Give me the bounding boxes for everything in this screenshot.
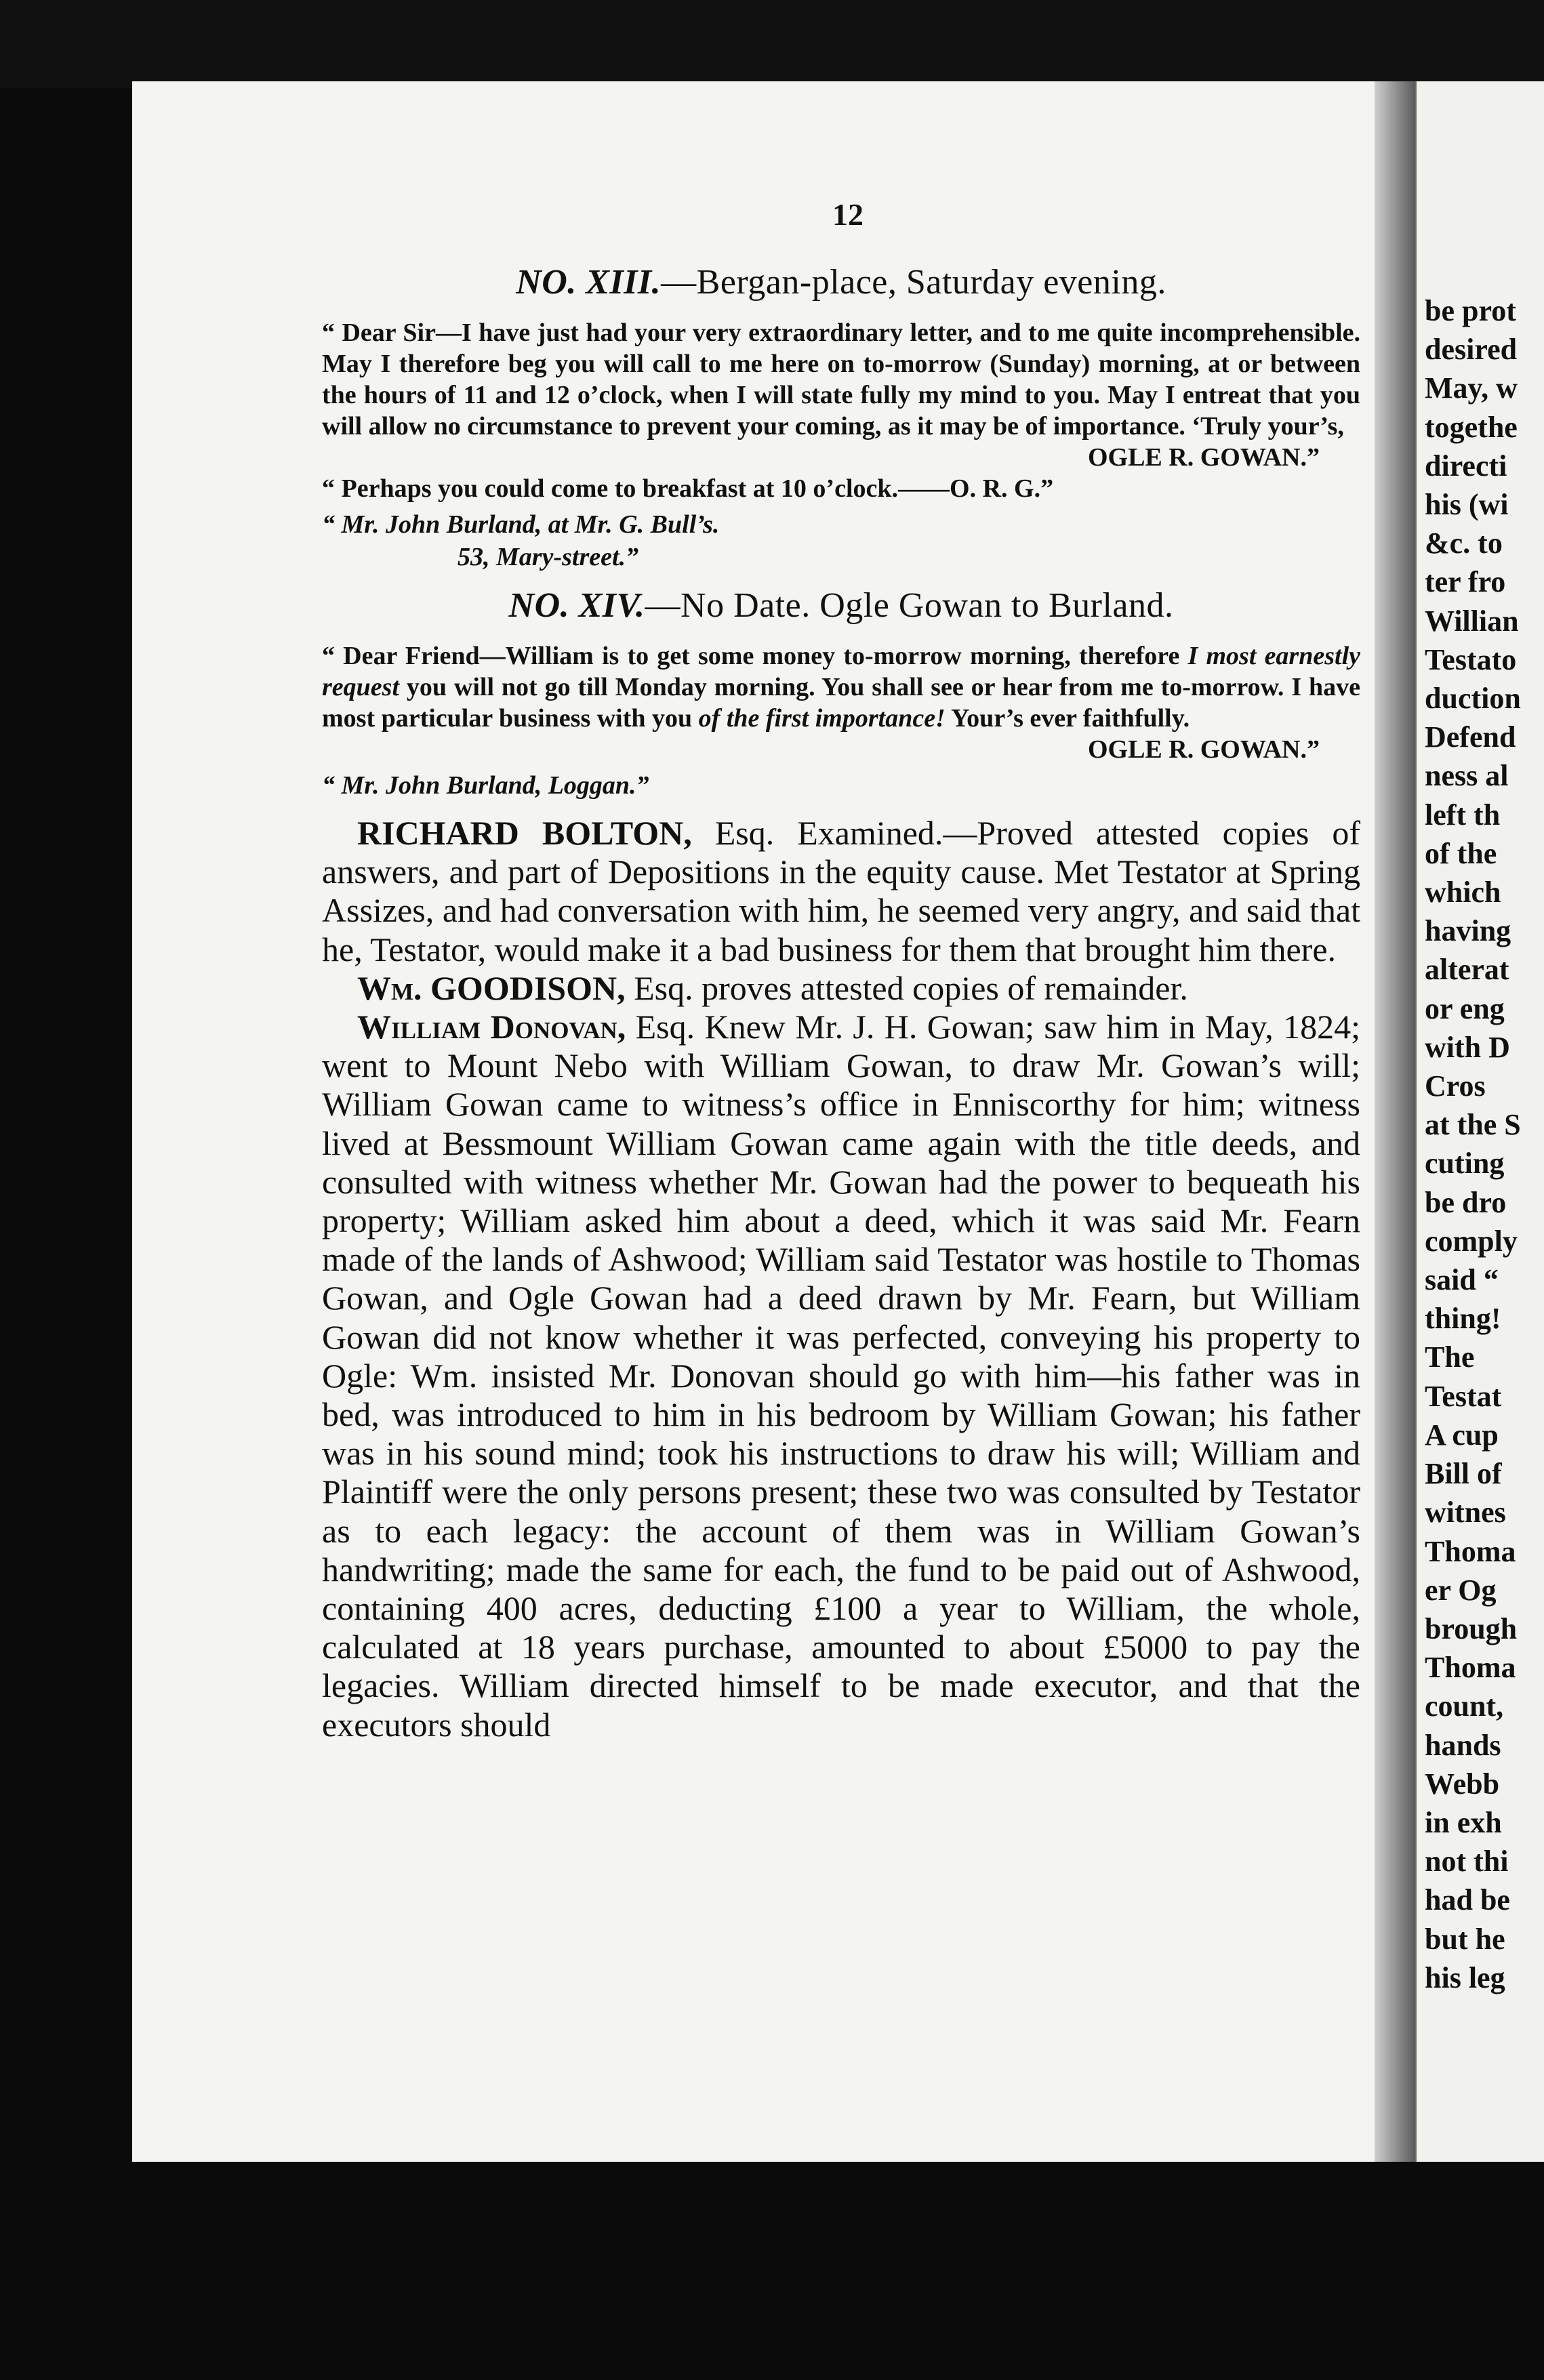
- adjacent-page-line: said “: [1425, 1263, 1499, 1297]
- letter-heading-rest: —Bergan-place, Saturday evening.: [661, 263, 1166, 302]
- letter-xiii: [322, 262, 1360, 573]
- letter-signature: OGLE R. GOWAN.”: [1087, 735, 1320, 764]
- adjacent-page-line: Thoma: [1425, 1534, 1516, 1568]
- adjacent-page-line: at the S: [1425, 1108, 1521, 1142]
- adjacent-page-line: not thi: [1425, 1845, 1509, 1879]
- letter-address: [322, 508, 1360, 573]
- letter-text: you will not go till Monday morning. You shall see or hear from me to-morrow. I have most particular business with you: [322, 673, 1360, 733]
- letter-xiv: [322, 586, 1360, 802]
- adjacent-page-line: Testat: [1425, 1379, 1502, 1413]
- adjacent-page-line: count,: [1425, 1689, 1504, 1723]
- adjacent-page-line: Willian: [1425, 604, 1519, 638]
- adjacent-page-line: but he: [1425, 1922, 1505, 1956]
- letter-heading: [322, 262, 1360, 302]
- letter-body: “ Dear Sir—I have just had your very extraordinary letter, and to me quite incomprehensible. May I therefore beg you will call to me here on to-morrow (Sunday) morning, at or between the hours of 11 and 12 o’clock, when I will state fully my mind to you. May I entreat that you will allow no circumstance to prevent your coming, as it may be of importance. ‘Truly your’s,: [322, 319, 1360, 440]
- paragraph-text: Esq. Examined.—Proved attested copies of answers, and part of Depositions in the equity cause. Met Testator at Spring Assizes, and had conversation with him, he seemed very angry, and said that he, Testator, would make it a bad business for them that brought him there.: [322, 814, 1360, 968]
- adjacent-page-line: witnes: [1425, 1496, 1506, 1530]
- letter-text: Your’s ever faithfully.: [945, 704, 1190, 733]
- adjacent-page-line: be prot: [1425, 294, 1516, 327]
- adjacent-page-line: Defend: [1425, 720, 1516, 754]
- adjacent-page-line: comply: [1425, 1224, 1518, 1258]
- letter-text: “ Dear Friend—William is to get some money to-morrow morning, therefore: [322, 642, 1188, 670]
- witness-name: RICHARD BOLTON,: [357, 814, 692, 852]
- adjacent-page: [1417, 81, 1544, 2162]
- scan-background: [0, 0, 1544, 88]
- adjacent-page-line: Cros: [1425, 1069, 1486, 1103]
- testimony-paragraph: [322, 969, 1360, 1008]
- letter-heading: [322, 586, 1360, 625]
- adjacent-page-line: A cup: [1425, 1418, 1499, 1452]
- adjacent-page-line: his (wi: [1425, 488, 1509, 522]
- testimony-paragraph: [322, 1008, 1360, 1744]
- adjacent-page-line: alterat: [1425, 953, 1509, 987]
- adjacent-page-line: Webb: [1425, 1767, 1500, 1801]
- adjacent-page-line: thing!: [1425, 1302, 1501, 1336]
- adjacent-page-line: Thoma: [1425, 1651, 1516, 1685]
- adjacent-page-line: Testato: [1425, 642, 1517, 676]
- page-gutter-shadow: [1375, 81, 1415, 2162]
- paragraph-text: Esq. proves attested copies of remainder.: [625, 968, 1188, 1007]
- testimony-paragraph: [322, 814, 1360, 969]
- letter-number: NO. XIII.: [516, 263, 662, 302]
- adjacent-page-line: of the: [1425, 836, 1497, 870]
- adjacent-page-line: ness al: [1425, 759, 1509, 793]
- adjacent-page-line: his leg: [1425, 1961, 1505, 1994]
- witness-name: Wm. GOODISON,: [357, 968, 626, 1007]
- adjacent-page-line: togethe: [1425, 410, 1518, 444]
- adjacent-page-line: ter fro: [1425, 565, 1506, 599]
- letter-address-line: 53, Mary-street.”: [458, 543, 639, 571]
- letter-number: NO. XIV.: [508, 586, 645, 625]
- testimony-text: [322, 814, 1360, 1744]
- adjacent-page-line: with D: [1425, 1030, 1510, 1064]
- letter-emphasis: of the first importance!: [698, 704, 946, 733]
- paragraph-text: Esq. Knew Mr. J. H. Gowan; saw him in May, 1824; went to Mount Nebo with William Gowan, to draw Mr. Gowan’s will; William Gowan came to witness’s office in Enniscorthy for him; witness lived at Bessmount William Gowan came again with the title deeds, and consulted with witness whether Mr. Gowan had the power to bequeath his property; William asked him about a deed, which it was said Mr. Fearn made of the lands of Ashwood; William said Testator was hostile to Thomas Gowan, and Ogle Gowan had a deed drawn by Mr. Fearn, but William Gowan did not know whether it was perfected, conveying his property to Ogle: Wm. insisted Mr. Donovan should go with him—his father was in bed, was introduced to him in his bedroom by William Gowan; his father was in his sound mind; took his instructions to draw his will; William and Plaintiff were the only persons present; these two was consulted by Testator as to each legacy: the account of them was in William Gowan’s handwriting; made the same for each, the fund to be paid out of Ashwood, containing 400 acres, deducting £100 a year to William, the whole, calculated at 18 years purchase, amounted to about £5000 to pay the legacies. William directed himself to be made executor, and that the executors should: [322, 1008, 1361, 1744]
- adjacent-page-line: which: [1425, 876, 1501, 909]
- adjacent-page-line: directi: [1425, 449, 1507, 483]
- adjacent-page-line: brough: [1425, 1612, 1518, 1645]
- adjacent-page-line: having: [1425, 914, 1511, 948]
- adjacent-page-line: The: [1425, 1340, 1475, 1374]
- adjacent-page-line: duction: [1425, 682, 1521, 716]
- adjacent-page-line: in exh: [1425, 1805, 1502, 1839]
- page-content: [322, 197, 1360, 1744]
- page-number: 12: [832, 197, 864, 232]
- adjacent-page-line: May, w: [1425, 371, 1518, 405]
- letter-address-line: “ Mr. John Burland, at Mr. G. Bull’s.: [322, 510, 720, 539]
- adjacent-page-line: hands: [1425, 1728, 1501, 1762]
- letter-address: “ Mr. John Burland, Loggan.”: [322, 771, 649, 800]
- adjacent-page-line: Bill of: [1425, 1457, 1502, 1491]
- letter-signature: OGLE R. GOWAN.”: [1087, 443, 1320, 472]
- adjacent-page-line: desired: [1425, 333, 1518, 367]
- witness-name: William Donovan,: [357, 1008, 626, 1046]
- adjacent-page-line: left th: [1425, 798, 1501, 832]
- adjacent-page-line: had be: [1425, 1883, 1510, 1917]
- adjacent-page-line: er Og: [1425, 1573, 1497, 1607]
- letter-emphasis: I most earnestly request: [322, 642, 1360, 701]
- letter-postscript: “ Perhaps you could come to breakfast at 10 o’clock.——O. R. G.”: [322, 474, 1054, 503]
- adjacent-page-line: be dro: [1425, 1185, 1507, 1219]
- letter-body: [322, 640, 1360, 734]
- adjacent-page-line: &c. to: [1425, 527, 1503, 560]
- letter-heading-rest: —No Date. Ogle Gowan to Burland.: [645, 586, 1174, 625]
- adjacent-page-line: cuting: [1425, 1147, 1505, 1181]
- adjacent-page-line: or eng: [1425, 991, 1505, 1025]
